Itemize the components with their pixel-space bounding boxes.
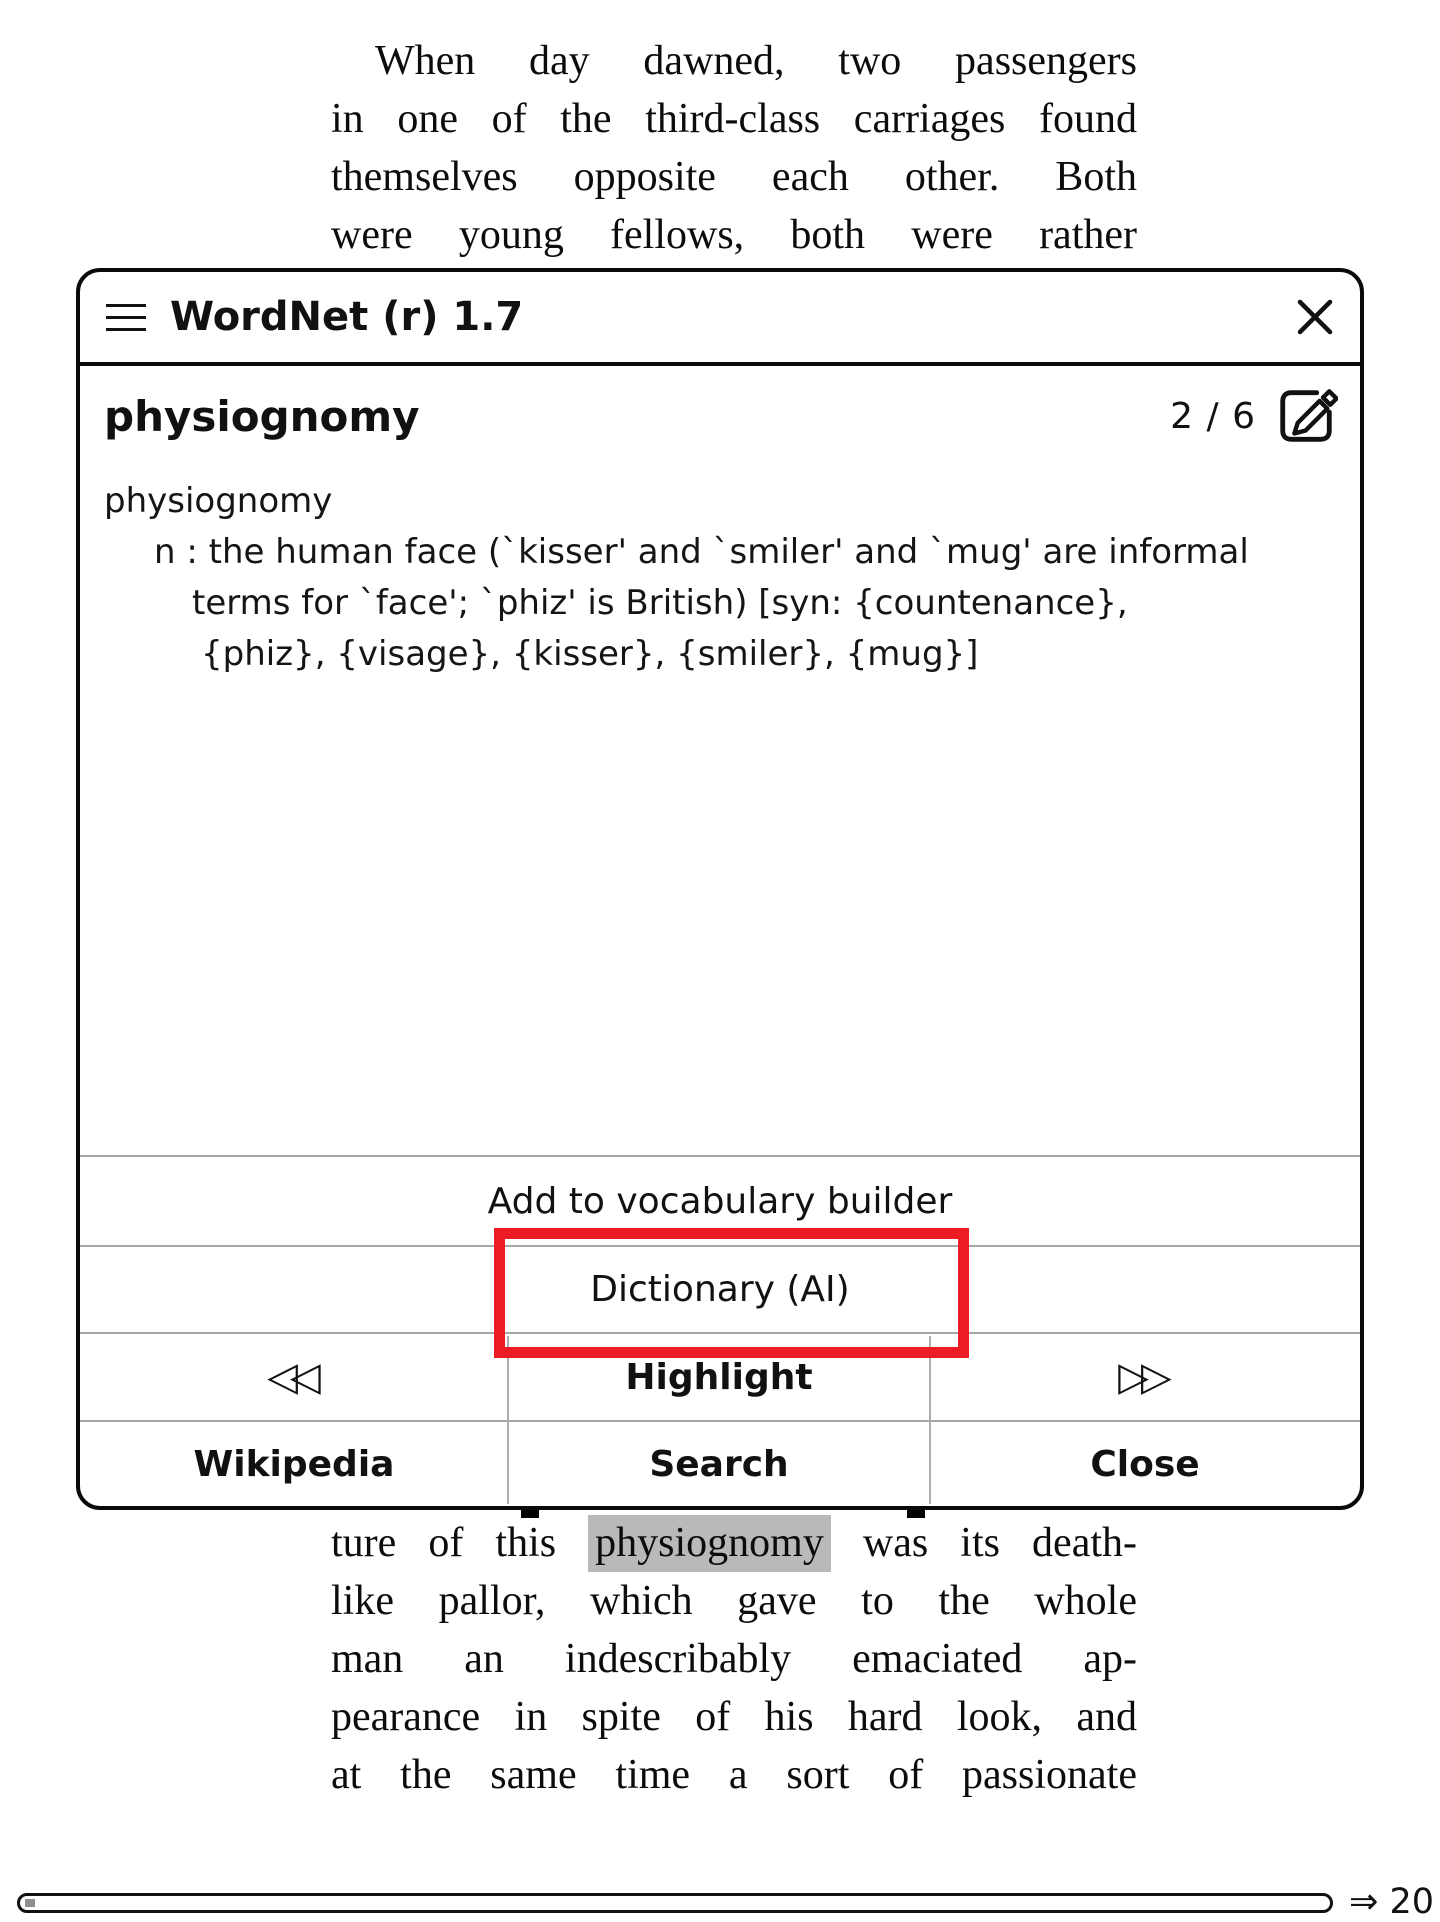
- prev-result-button[interactable]: [80, 1334, 508, 1420]
- highlight-button[interactable]: Highlight: [625, 1356, 813, 1398]
- progress-fill: [25, 1899, 35, 1907]
- dictionary-popup: [76, 268, 1364, 1510]
- add-vocab-button[interactable]: Add to vocabulary builder: [487, 1180, 953, 1222]
- book-text-segment: was its death-: [830, 1520, 1137, 1566]
- book-text-segment: ture of this: [331, 1520, 589, 1566]
- book-line: [331, 1514, 1137, 1572]
- dictionary-ai-button[interactable]: Dictionary (AI): [590, 1269, 850, 1310]
- definition-text: [104, 476, 1336, 680]
- highlighted-word: physiognomy: [588, 1515, 831, 1572]
- word-row: [104, 370, 1338, 462]
- book-line: like pallor, which gave to the whole: [331, 1578, 1137, 1624]
- prev-icon: ◁◁: [267, 1354, 313, 1400]
- action-row: [80, 1247, 1360, 1332]
- action-row: [80, 1422, 1360, 1506]
- definition-line: n : the human face (`kisser' and `smiler' and `mug' are informal: [154, 532, 1249, 572]
- close-button[interactable]: Close: [1090, 1443, 1200, 1485]
- search-button[interactable]: Search: [649, 1443, 789, 1485]
- book-text-top: [331, 32, 1137, 264]
- book-line: at the same time a sort of passionate: [331, 1752, 1137, 1798]
- book-text-bottom: [331, 1514, 1137, 1804]
- edit-icon[interactable]: [1274, 384, 1338, 448]
- book-line: man an indescribably emaciated ap-: [331, 1636, 1137, 1682]
- popup-header: [80, 272, 1360, 366]
- book-line: themselves opposite each other. Both: [331, 154, 1137, 200]
- action-row: [80, 1334, 1360, 1420]
- book-line: pearance in spite of his hard look, and: [331, 1694, 1137, 1740]
- progress-bar[interactable]: [17, 1893, 1333, 1913]
- next-result-button[interactable]: [930, 1334, 1360, 1420]
- wikipedia-button[interactable]: Wikipedia: [193, 1443, 395, 1485]
- action-row: [80, 1157, 1360, 1245]
- definition-line: physiognomy: [104, 481, 333, 521]
- book-line: When day dawned, two passengers: [375, 38, 1137, 84]
- headword: physiognomy: [104, 391, 420, 441]
- dictionary-title: WordNet (r) 1.7: [170, 294, 524, 340]
- menu-icon[interactable]: [106, 304, 146, 331]
- page-indicator: ⇒ 20: [1349, 1882, 1434, 1922]
- book-line: were young fellows, both were rather: [331, 212, 1137, 258]
- definition-line: {phiz}, {visage}, {kisser}, {smiler}, {mug}]: [201, 634, 979, 674]
- book-line: in one of the third-class carriages found: [331, 96, 1137, 142]
- result-count: 2 / 6: [1170, 395, 1256, 437]
- definition-line: terms for `face'; `phiz' is British) [syn: {countenance},: [192, 583, 1128, 623]
- next-icon: ▷▷: [1118, 1354, 1164, 1400]
- close-icon[interactable]: [1296, 298, 1334, 336]
